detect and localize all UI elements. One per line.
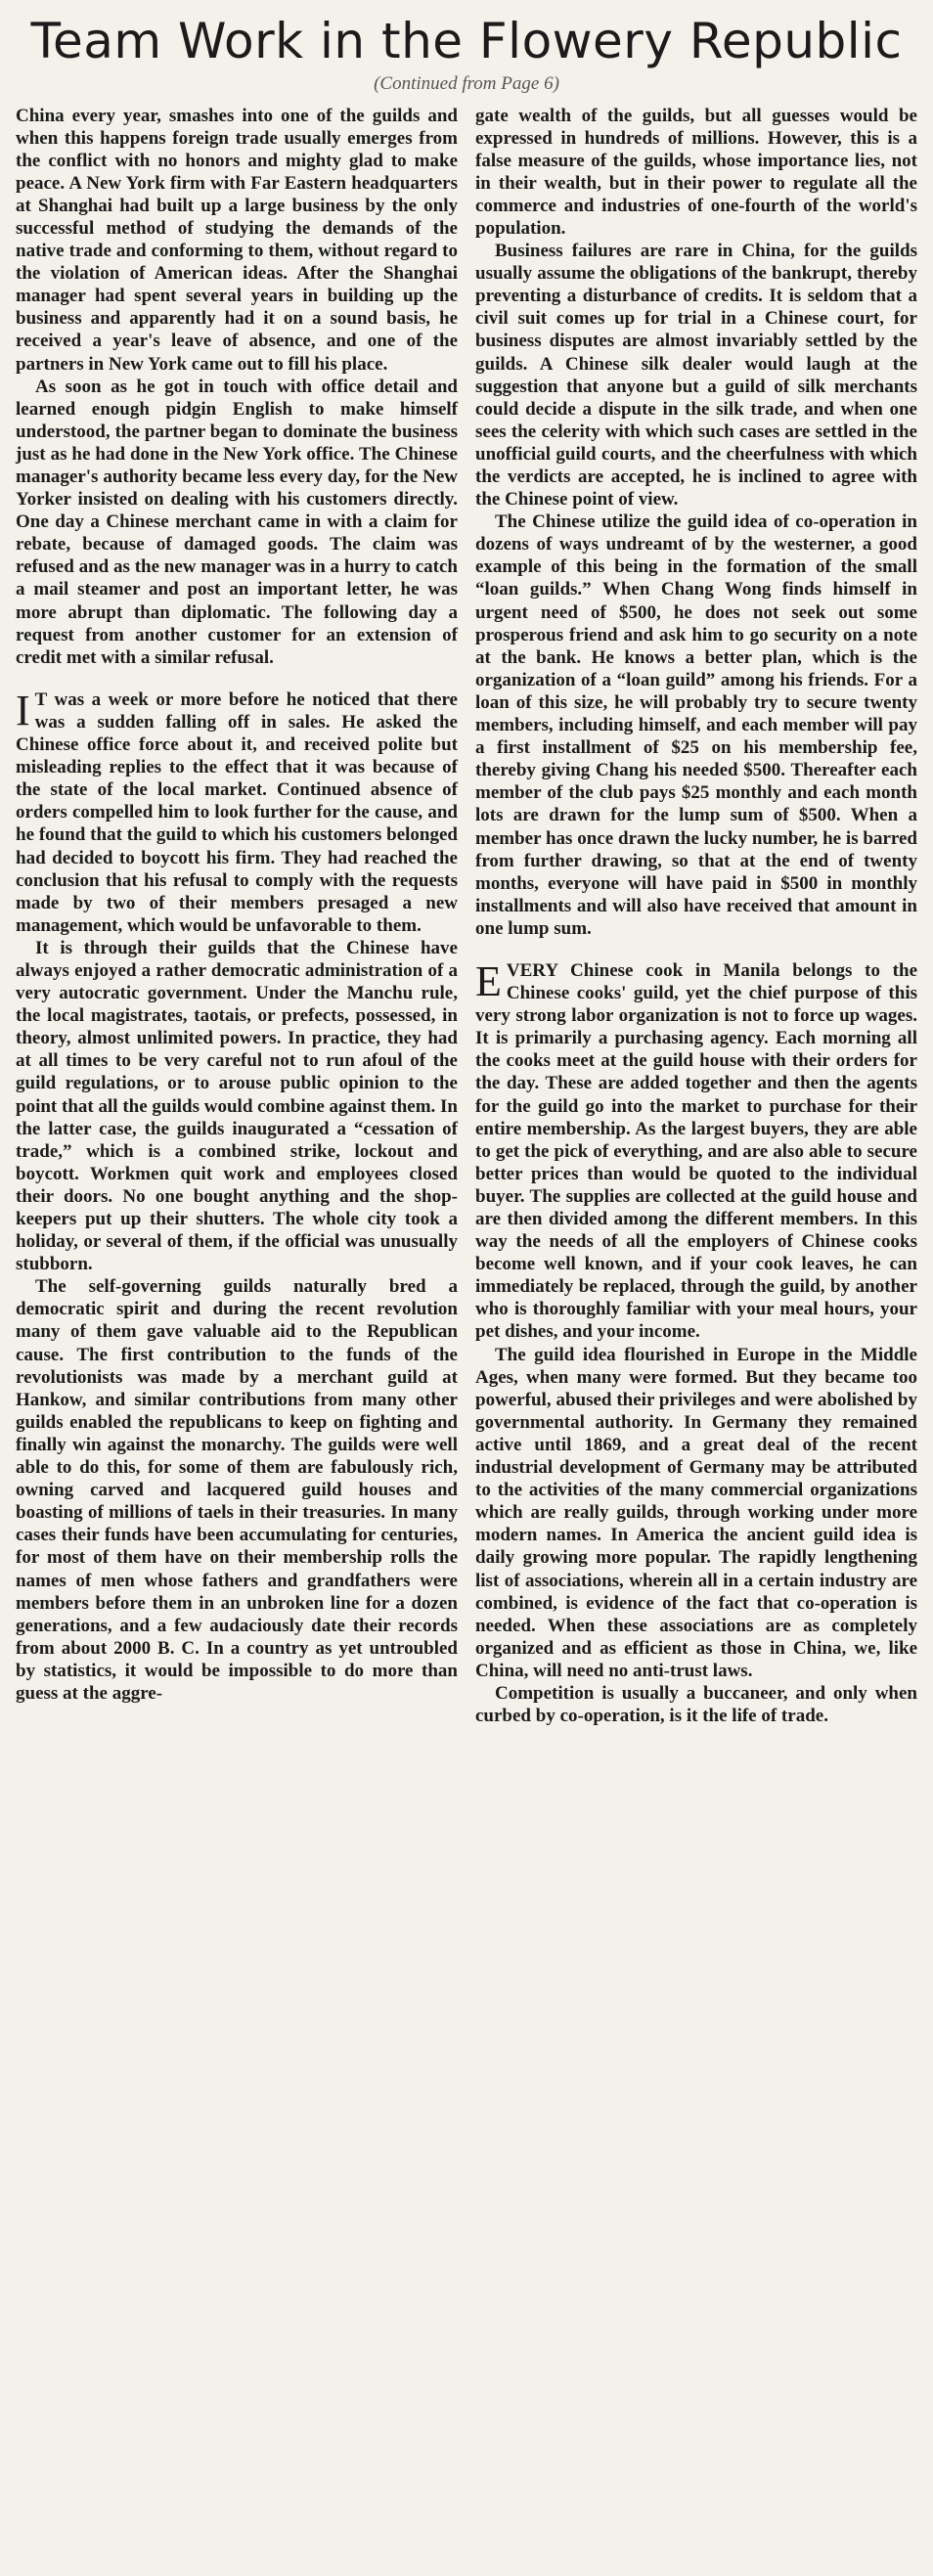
continued-note: (Continued from Page 6) bbox=[374, 72, 559, 94]
paragraph: gate wealth of the guilds, but all guesses would be expressed in hundreds of millions. However, this is a false measure of the guilds, whose importance lies, not in their wealth, but in their power to regulate all the commerce and industries of one-fourth of the world's population. bbox=[475, 105, 917, 239]
drop-cap: E bbox=[475, 956, 502, 1005]
article-columns bbox=[16, 105, 917, 1728]
drop-cap: I bbox=[16, 686, 30, 734]
paragraph-dropcap bbox=[475, 956, 917, 1344]
paragraph: The guild idea flourished in Europe in the Middle Ages, when many were formed. But they became too powerful, abused their privileges and were abolished by governmental authority. In Germany they remained active until 1869, and a great deal of the recent industrial development of Germany may be attributed to the activities of the many commercial organizations which are really guilds, through working under more modern names. In America the ancient guild idea is daily growing more popular. The rapidly lengthening list of associations, wherein all in a certain industry are combined, is evidence of the fact that co-operation is needed. When these associations are as completely organized and as efficient as those in China, we, like China, will need no anti-trust laws. bbox=[475, 1344, 917, 1681]
article-title: Team Work in the Flowery Republic bbox=[30, 13, 903, 69]
paragraph-text: VERY Chinese cook in Manila belongs to the Chinese cooks' guild, yet the chief purpose of this very strong labor organization is not to force up wages. It is primarily a purchasing agency. Each morning all the cooks meet at the guild house with their orders for the day. These are added together and then the agents for the guild go into the market to purchase for their entire membership. As the largest buyers, they are able to get the pick of everything, and are also able to secure better prices than would be quoted to the individual buyer. The supplies are collected at the guild house and are then divided among the different members. In this way the needs of all the employers of Chinese cooks become well known, and if your cook leaves, he can immediately be replaced, through the guild, by another who is thoroughly familiar with your meal hours, your pet dishes, and your income. bbox=[475, 959, 917, 1343]
paragraph: Business failures are rare in China, for the guilds usually assume the obligations of the bankrupt, thereby preventing a disturbance of credits. It is seldom that a civil suit comes up for trial in a Chinese court, for business disputes are almost invariably settled by the guilds. A Chinese silk dealer would laugh at the suggestion that anyone but a guild of silk merchants could decide a dispute in the silk trade, and when one sees the celerity with which such cases are settled in the unofficial guild courts, and the cheerfulness with which the verdicts are accepted, he is inclined to agree with the Chinese point of view. bbox=[475, 241, 917, 511]
left-column bbox=[16, 105, 458, 1728]
paragraph-dropcap bbox=[16, 688, 458, 937]
paragraph: China every year, smashes into one of the guilds and when this happens foreign trade usually emerges from the conflict with no honors and mighty glad to make peace. A New York firm with Far Eastern headquarters at Shanghai had built up a large business by the only successful method of studying the demands of the native trade and conforming to them, without regard to the violation of American ideas. After the Shanghai manager had spent several years in building up the business and apparently had it on a sound basis, he received a year's leave of absence, and one of the partners in New York came out to fill his place. bbox=[16, 105, 458, 375]
section-gap bbox=[16, 669, 458, 688]
section-gap bbox=[475, 940, 917, 959]
paragraph-text: T was a week or more before he noticed that there was a sudden falling off in sales. He asked the Chinese office force about it, and received polite but misleading replies to the effect that it was because of the state of the local market. Continued absence of orders compelled him to look further for the cause, and he found that the guild to which his customers belonged had decided to boycott his firm. They had reached the conclusion that his refusal to comply with the requests made by two of their members presaged a new management, which would be unfavorable to them. bbox=[16, 688, 458, 936]
paragraph: As soon as he got in touch with office detail and learned enough pidgin English to make himself understood, the partner began to dominate the business just as he had done in the New York office. The Chinese manager's authority became less every day, for the New Yorker insisted on dealing with his customers directly. One day a Chinese merchant came in with a claim for rebate, because of damaged goods. The claim was refused and as the new manager was in a hurry to catch a mail steamer and post an important letter, he was more abrupt than diplomatic. The following day a request from another customer for an extension of credit met with a similar refusal. bbox=[16, 376, 458, 668]
paragraph: Competition is usually a buccaneer, and only when curbed by co-operation, is it the life of trade. bbox=[475, 1682, 917, 1727]
paragraph: The self-governing guilds naturally bred a democratic spirit and during the recent revolution many of them gave valuable aid to the Republican cause. The first contribution to the funds of the revolutionists was made by a merchant guild at Hankow, and similar contributions from many other guilds enabled the republicans to keep on fighting and finally win against the monarchy. The guilds were well able to do this, for some of them are fabulously rich, owning carved and lacquered guild houses and boasting of millions of taels in their treasuries. In many cases their funds have been accumulating for centuries, for most of them have on their membership rolls the names of men whose fathers and grandfathers were members before them in an unbroken line for a dozen generations, and a few audaciously date their records from about 2000 B. C. In a country as yet untroubled by statistics, it would be impossible to do more than guess at the aggre- bbox=[16, 1276, 458, 1704]
paragraph: It is through their guilds that the Chinese have always enjoyed a rather democratic administration of a very autocratic government. Under the Manchu rule, the local magistrates, taotais, or prefects, possessed, in theory, almost unlimited powers. In practice, they had at all times to be very careful not to run afoul of the guild regulations, or to arouse public opinion to the point that all the guilds would combine against them. In the latter case, the guilds inaugurated a “cessation of trade,” which is a combined strike, lockout and boycott. Workmen quit work and employees closed their doors. No one bought anything and the shop-keepers put up their shutters. The whole city took a holiday, or several of them, if the official was unusually stubborn. bbox=[16, 937, 458, 1275]
paragraph: The Chinese utilize the guild idea of co-operation in dozens of ways undreamt of by the westerner, a good example of this being in the formation of the small “loan guilds.” When Chang Wong finds himself in urgent need of $500, he does not seek out some prosperous friend and ask him to go security on a note at the bank. He knows a better plan, which is the organization of a “loan guild” among his friends. For a loan of this size, he will probably try to secure twenty members, including himself, and each member will pay a first installment of $25 on his membership fee, thereby giving Chang his needed $500. Thereafter each member of the club pays $25 monthly and each month lots are drawn for the lump sum of $500. When a member has once drawn the lucky number, he is barred from further drawing, so that at the end of twenty months, everyone will have paid in $500 in monthly installments and will also have received that amount in one lump sum. bbox=[475, 511, 917, 939]
right-column bbox=[475, 105, 917, 1728]
